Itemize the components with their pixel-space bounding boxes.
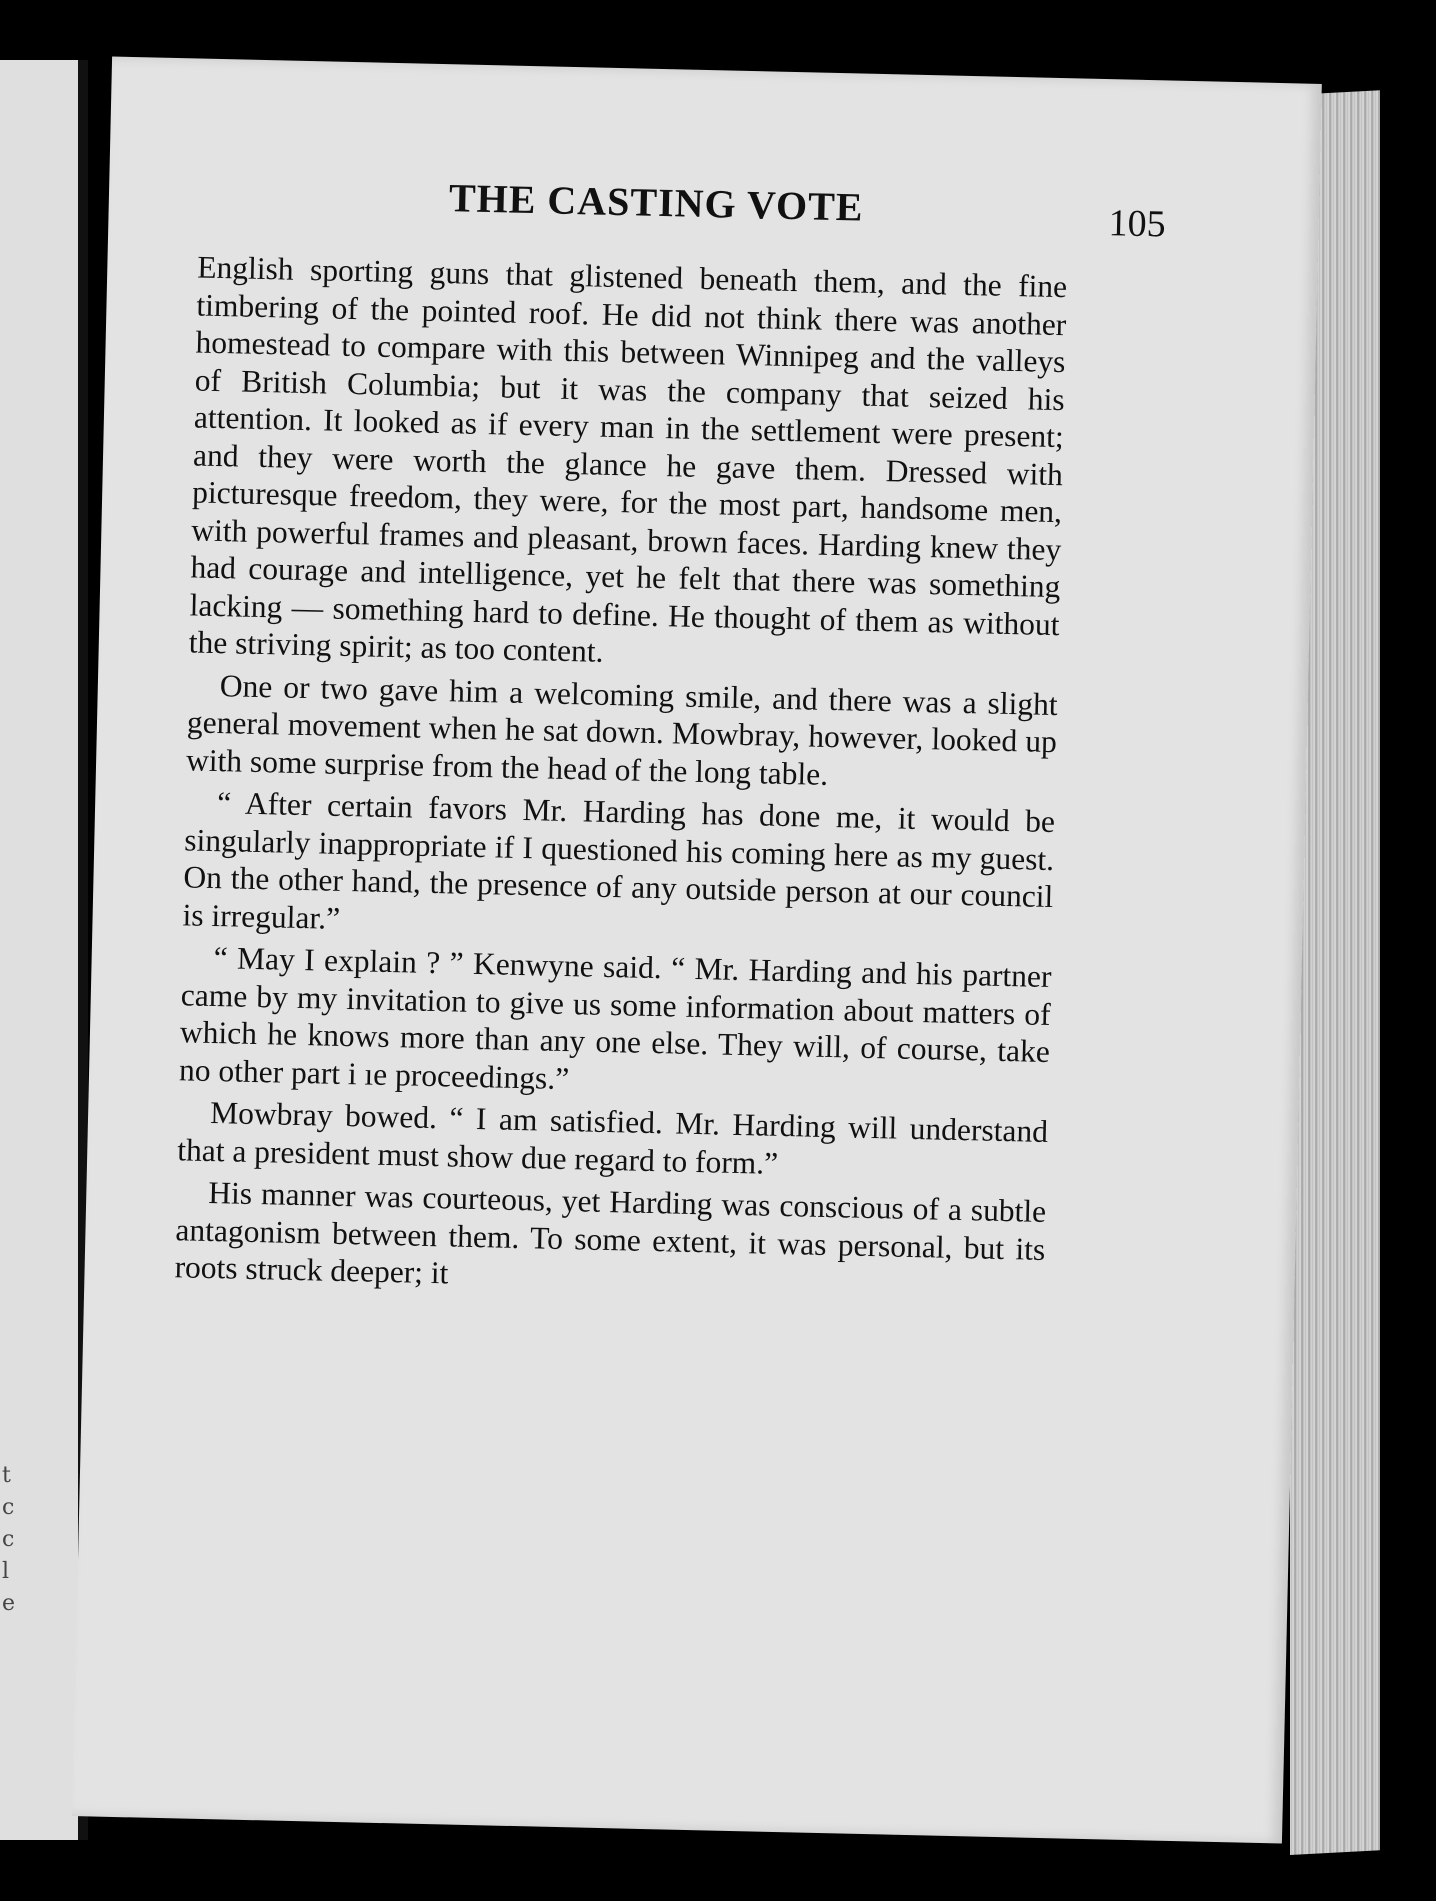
paragraph-3: “ After certain favors Mr. Harding has done me, it would be singularly inappropriate if I questioned his coming here as my guest. On the other hand, the presence of any outside person at our council is irregular.” [182, 785, 1056, 936]
paragraph-2: One or two gave him a welcoming smile, and there was a slight general movement when he sat down. Mowbray, however, looked up with some surprise from the head of the long table. [185, 667, 1059, 792]
running-head: THE CASTING VOTE [448, 175, 864, 230]
paragraph-6: His manner was courteous, yet Harding was conscious of a subtle antagonism between them. To some extent, it was personal, but its roots struck deeper; it [174, 1174, 1047, 1291]
paragraph-1: English sporting guns that glistened beneath them, and the fine timbering of the pointed roof. He did not think there was another homestead to compare with this between Winnipeg and the valleys of British Columbia; but it was the company that seized his attention. It looked as if every man in the settlement were present; and they were worth the glance he gave them. Dressed with picturesque freedom, they were, for the most part, handsome men, with powerful frames and pleasant, brown faces. Harding knew they had courage and intelligence, yet he felt that there was something lacking — something hard to define. He thought of them as without the striving spirit; as too content. [188, 249, 1068, 669]
paragraph-4: “ May I explain ? ” Kenwyne said. “ Mr. Harding and his partner came by my invitation to give us some information about matters of which he knows more than any one else. They will, of course, take no other part i ıe proceedings.” [178, 940, 1052, 1096]
left-page-edge [0, 60, 88, 1840]
left-page-marks: t c c l e [2, 1463, 16, 1616]
book-page [72, 57, 1322, 1844]
page-number: 105 [1108, 202, 1167, 246]
paragraph-5: Mowbray bowed. “ I am satisfied. Mr. Harding will understand that a president must show due regard to form.” [176, 1095, 1049, 1181]
page-body-text [174, 248, 1067, 1310]
